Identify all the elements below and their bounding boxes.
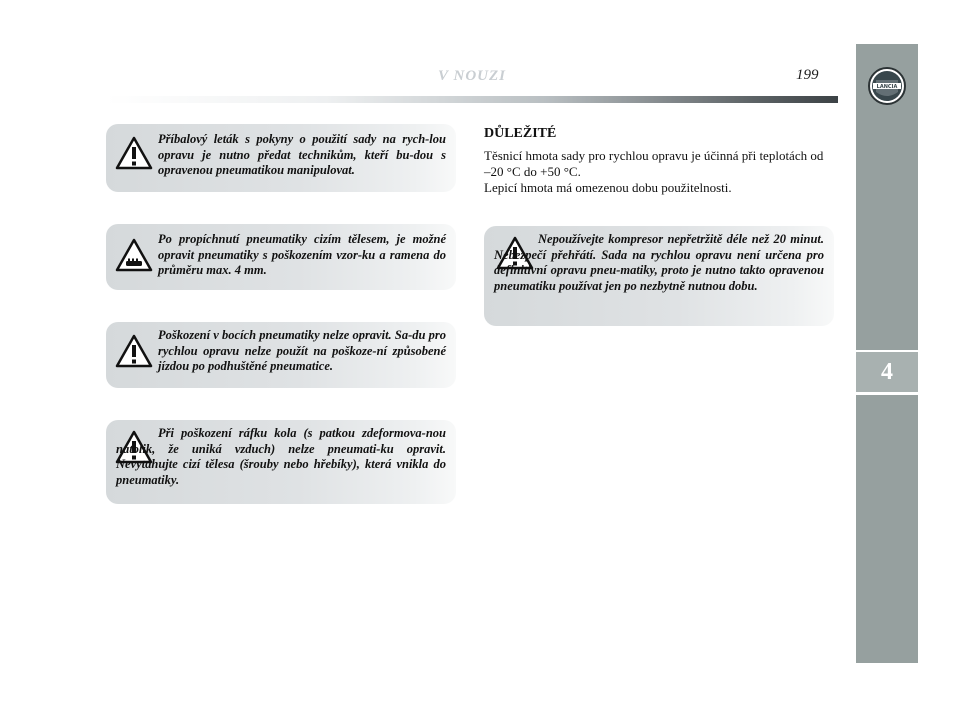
section-title: V NOUZI [438,68,506,84]
logo-text: LANCIA [876,84,898,90]
warning-text-puncture: Po propíchnutí pneumatiky cizím tělesem, je možné opravit pneumatiky s poškozením vzor-ku a ramena do průměru max. 4 mm. [158,232,446,277]
warning-triangle-tire-icon [115,238,153,272]
warning-box-rim [106,420,456,504]
warning-triangle-icon [115,334,153,368]
page-number: 199 [796,67,819,83]
warning-box-compressor [484,226,834,326]
warning-triangle-icon [115,136,153,170]
warning-box-leaflet [106,124,456,192]
warning-text-compressor: Nepoužívejte kompresor nepřetržitě déle než 20 minut. Nebezpečí přehřátí. Sada na rychlou opravu není určena pro definitivní opravu pneu-matiky, proto je nutno takto opravenou pneumatiku používat jen po nezbytně nutnou dobu. [494,232,824,293]
chapter-number: 4 [881,359,893,385]
side-tab-bottom [856,395,918,663]
warning-box-sidewall [106,322,456,388]
lancia-logo-icon [867,66,907,106]
important-heading: DŮLEŽITÉ [484,126,557,141]
important-line-1: Těsnicí hmota sady pro rychlou opravu je účinná při teplotách od –20 °C do +50 °C. [484,148,824,179]
warning-text-leaflet: Příbalový leták s pokyny o použití sady na rych-lou opravu je nutno předat technikům, kteří bu-dou s opravenou pneumatikou manipulovat. [158,132,446,177]
header-rule [106,96,838,103]
warning-text-rim: Při poškození ráfku kola (s patkou zdeformova-nou natolik, že uniká vzduch) nelze pneumati-ku opravit. Nevytahujte cizí tělesa (šrouby nebo hřebíky), která vnikla do pneumatiky. [116,426,446,487]
warning-box-puncture [106,224,456,290]
important-text [484,148,829,196]
important-line-2: Lepicí hmota má omezenou dobu použitelnosti. [484,180,732,195]
warning-text-sidewall: Poškození v bocích pneumatiky nelze opravit. Sa-du pro rychlou opravu nelze použít na poškoze-ní způsobené jízdou po podhuštěné pneumatice. [158,328,446,373]
